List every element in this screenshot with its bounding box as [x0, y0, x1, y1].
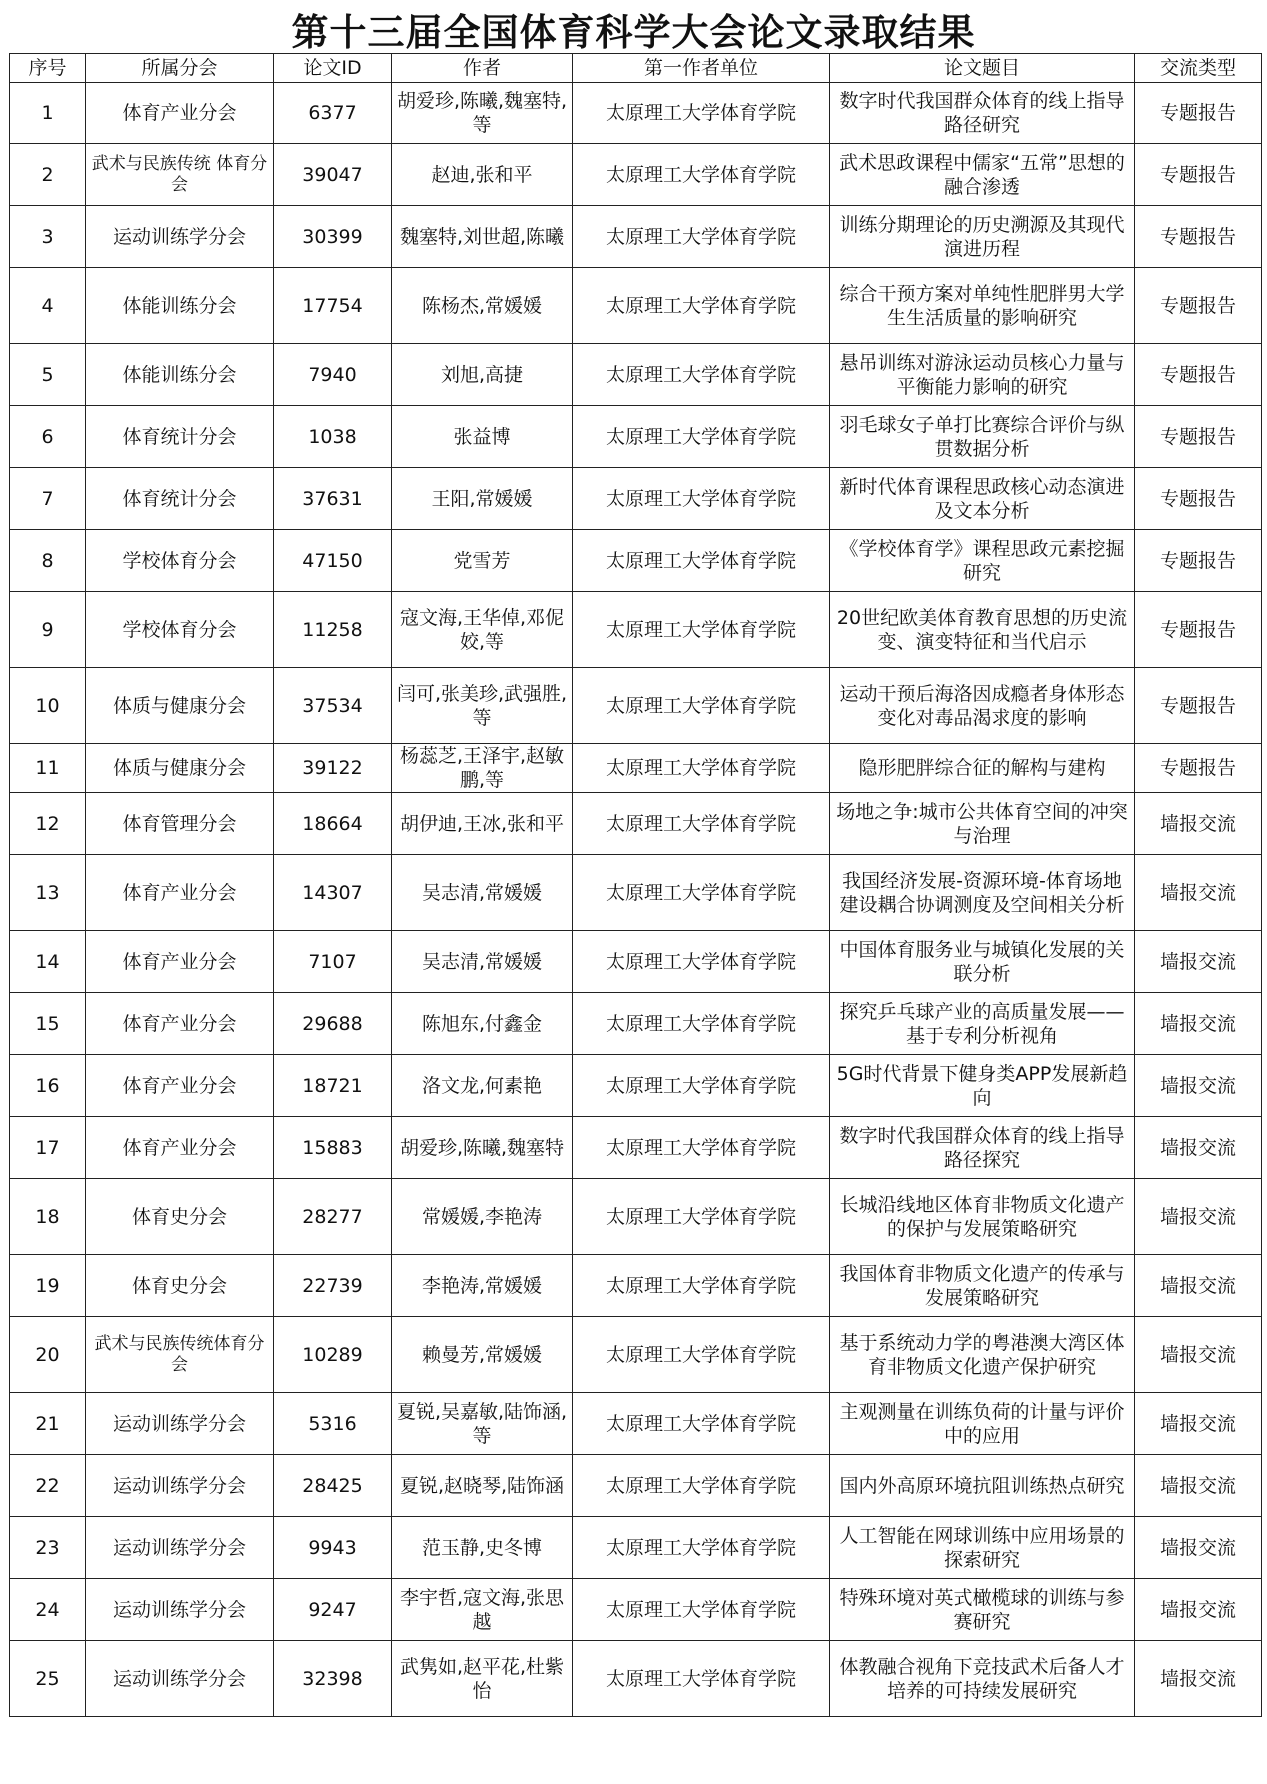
row-paper-id-cell: 14307 — [274, 855, 392, 931]
row-title-cell: 数字时代我国群众体育的线上指导路径研究 — [830, 83, 1135, 144]
row-branch-cell: 体能训练分会 — [86, 344, 274, 406]
row-authors-cell: 魏塞特,刘世超,陈曦 — [392, 206, 573, 268]
page-title: 第十三届全国体育科学大会论文录取结果 — [291, 11, 976, 54]
row-unit-cell: 太原理工大学体育学院 — [573, 1517, 830, 1579]
row-title-cell: 基于系统动力学的粤港澳大湾区体育非物质文化遗产保护研究 — [830, 1317, 1135, 1393]
row-authors-cell: 洛文龙,何素艳 — [392, 1055, 573, 1117]
row-no-cell: 8 — [10, 530, 86, 592]
row-authors-cell: 赖曼芳,常媛媛 — [392, 1317, 573, 1393]
row-no-cell: 13 — [10, 855, 86, 931]
row-branch-cell: 体育产业分会 — [86, 1117, 274, 1179]
row-title-cell: 场地之争:城市公共体育空间的冲突与治理 — [830, 793, 1135, 855]
row-type-cell: 墙报交流 — [1135, 1255, 1262, 1317]
row-title-cell: 我国经济发展-资源环境-体育场地建设耦合协调测度及空间相关分析 — [830, 855, 1135, 931]
row-paper-id-cell: 29688 — [274, 993, 392, 1055]
row-authors-cell: 刘旭,高捷 — [392, 344, 573, 406]
row-authors-cell: 闫可,张美珍,武强胜,等 — [392, 668, 573, 744]
row-branch-cell: 体育产业分会 — [86, 993, 274, 1055]
table-row — [10, 1579, 1262, 1641]
row-type-cell: 墙报交流 — [1135, 1393, 1262, 1455]
row-title-cell: 数字时代我国群众体育的线上指导路径探究 — [830, 1117, 1135, 1179]
row-branch-cell: 体质与健康分会 — [86, 668, 274, 744]
row-unit-cell: 太原理工大学体育学院 — [573, 793, 830, 855]
row-title-cell: 综合干预方案对单纯性肥胖男大学生生活质量的影响研究 — [830, 268, 1135, 344]
row-unit-cell: 太原理工大学体育学院 — [573, 530, 830, 592]
row-no-cell: 11 — [10, 744, 86, 793]
row-unit-cell: 太原理工大学体育学院 — [573, 83, 830, 144]
row-branch-cell: 武术与民族传统体育分会 — [86, 1317, 274, 1393]
row-authors-cell: 杨蕊芝,王泽宇,赵敏鹏,等 — [392, 744, 573, 793]
row-branch-cell: 武术与民族传统 体育分会 — [86, 144, 274, 206]
row-type-cell: 专题报告 — [1135, 206, 1262, 268]
row-branch-cell: 运动训练学分会 — [86, 1455, 274, 1517]
row-no-cell: 23 — [10, 1517, 86, 1579]
row-type-cell: 墙报交流 — [1135, 993, 1262, 1055]
row-type-cell: 专题报告 — [1135, 530, 1262, 592]
row-authors-cell: 陈旭东,付鑫金 — [392, 993, 573, 1055]
row-paper-id-cell: 17754 — [274, 268, 392, 344]
row-paper-id-cell: 6377 — [274, 83, 392, 144]
table-row — [10, 1393, 1262, 1455]
row-paper-id-cell: 28277 — [274, 1179, 392, 1255]
row-type-cell: 专题报告 — [1135, 268, 1262, 344]
row-type-cell: 专题报告 — [1135, 468, 1262, 530]
row-unit-cell: 太原理工大学体育学院 — [573, 344, 830, 406]
row-no-cell: 19 — [10, 1255, 86, 1317]
row-unit-cell: 太原理工大学体育学院 — [573, 931, 830, 993]
row-unit-cell: 太原理工大学体育学院 — [573, 1255, 830, 1317]
row-unit-cell: 太原理工大学体育学院 — [573, 1393, 830, 1455]
table-row — [10, 83, 1262, 144]
row-type-cell: 墙报交流 — [1135, 1579, 1262, 1641]
row-type-cell: 专题报告 — [1135, 144, 1262, 206]
row-unit-cell: 太原理工大学体育学院 — [573, 592, 830, 668]
header-branch: 所属分会 — [86, 54, 274, 83]
table-row — [10, 1055, 1262, 1117]
row-unit-cell: 太原理工大学体育学院 — [573, 1117, 830, 1179]
table-row — [10, 1317, 1262, 1393]
row-paper-id-cell: 37534 — [274, 668, 392, 744]
row-unit-cell: 太原理工大学体育学院 — [573, 744, 830, 793]
row-branch-cell: 运动训练学分会 — [86, 1579, 274, 1641]
row-branch-cell: 体育产业分会 — [86, 931, 274, 993]
row-paper-id-cell: 1038 — [274, 406, 392, 468]
row-title-cell: 体教融合视角下竞技武术后备人才培养的可持续发展研究 — [830, 1641, 1135, 1717]
row-unit-cell: 太原理工大学体育学院 — [573, 993, 830, 1055]
row-title-cell: 长城沿线地区体育非物质文化遗产的保护与发展策略研究 — [830, 1179, 1135, 1255]
row-type-cell: 墙报交流 — [1135, 1317, 1262, 1393]
row-authors-cell: 常媛媛,李艳涛 — [392, 1179, 573, 1255]
row-no-cell: 25 — [10, 1641, 86, 1717]
header-title: 论文题目 — [830, 54, 1135, 83]
header-unit: 第一作者单位 — [573, 54, 830, 83]
row-type-cell: 专题报告 — [1135, 592, 1262, 668]
row-authors-cell: 吴志清,常媛媛 — [392, 855, 573, 931]
row-authors-cell: 范玉静,史冬博 — [392, 1517, 573, 1579]
row-title-cell: 特殊环境对英式橄榄球的训练与参赛研究 — [830, 1579, 1135, 1641]
row-type-cell: 墙报交流 — [1135, 1455, 1262, 1517]
row-branch-cell: 体育产业分会 — [86, 855, 274, 931]
row-authors-cell: 胡爱珍,陈曦,魏塞特,等 — [392, 83, 573, 144]
row-paper-id-cell: 10289 — [274, 1317, 392, 1393]
table-row — [10, 993, 1262, 1055]
row-unit-cell: 太原理工大学体育学院 — [573, 855, 830, 931]
row-no-cell: 21 — [10, 1393, 86, 1455]
row-branch-cell: 体育统计分会 — [86, 468, 274, 530]
row-branch-cell: 体育产业分会 — [86, 83, 274, 144]
row-authors-cell: 吴志清,常媛媛 — [392, 931, 573, 993]
row-branch-cell: 学校体育分会 — [86, 530, 274, 592]
table-row — [10, 468, 1262, 530]
row-title-cell: 人工智能在网球训练中应用场景的探索研究 — [830, 1517, 1135, 1579]
row-no-cell: 7 — [10, 468, 86, 530]
row-authors-cell: 胡爱珍,陈曦,魏塞特 — [392, 1117, 573, 1179]
row-unit-cell: 太原理工大学体育学院 — [573, 1179, 830, 1255]
row-type-cell: 墙报交流 — [1135, 1179, 1262, 1255]
table-body — [10, 83, 1262, 1717]
row-authors-cell: 夏锐,赵晓琴,陆饰涵 — [392, 1455, 573, 1517]
row-title-cell: 隐形肥胖综合征的解构与建构 — [830, 744, 1135, 793]
table-row — [10, 931, 1262, 993]
row-no-cell: 1 — [10, 83, 86, 144]
row-no-cell: 12 — [10, 793, 86, 855]
row-type-cell: 墙报交流 — [1135, 793, 1262, 855]
table-row — [10, 406, 1262, 468]
row-title-cell: 中国体育服务业与城镇化发展的关联分析 — [830, 931, 1135, 993]
row-paper-id-cell: 47150 — [274, 530, 392, 592]
row-type-cell: 墙报交流 — [1135, 1517, 1262, 1579]
row-unit-cell: 太原理工大学体育学院 — [573, 1455, 830, 1517]
row-title-cell: 武术思政课程中儒家“五常”思想的融合渗透 — [830, 144, 1135, 206]
row-unit-cell: 太原理工大学体育学院 — [573, 406, 830, 468]
row-unit-cell: 太原理工大学体育学院 — [573, 1579, 830, 1641]
row-branch-cell: 运动训练学分会 — [86, 1517, 274, 1579]
row-type-cell: 专题报告 — [1135, 344, 1262, 406]
row-no-cell: 18 — [10, 1179, 86, 1255]
row-authors-cell: 党雪芳 — [392, 530, 573, 592]
table-row — [10, 592, 1262, 668]
row-type-cell: 专题报告 — [1135, 744, 1262, 793]
row-authors-cell: 胡伊迪,王冰,张和平 — [392, 793, 573, 855]
table-header-row — [10, 54, 1262, 83]
row-type-cell: 墙报交流 — [1135, 855, 1262, 931]
row-no-cell: 4 — [10, 268, 86, 344]
row-no-cell: 17 — [10, 1117, 86, 1179]
row-paper-id-cell: 32398 — [274, 1641, 392, 1717]
row-type-cell: 墙报交流 — [1135, 931, 1262, 993]
row-paper-id-cell: 22739 — [274, 1255, 392, 1317]
row-no-cell: 9 — [10, 592, 86, 668]
table-row — [10, 1641, 1262, 1717]
row-no-cell: 24 — [10, 1579, 86, 1641]
row-title-cell: 5G时代背景下健身类APP发展新趋向 — [830, 1055, 1135, 1117]
row-type-cell: 专题报告 — [1135, 406, 1262, 468]
row-title-cell: 20世纪欧美体育教育思想的历史流变、演变特征和当代启示 — [830, 592, 1135, 668]
row-title-cell: 主观测量在训练负荷的计量与评价中的应用 — [830, 1393, 1135, 1455]
row-paper-id-cell: 37631 — [274, 468, 392, 530]
row-unit-cell: 太原理工大学体育学院 — [573, 1317, 830, 1393]
row-authors-cell: 夏锐,吴嘉敏,陆饰涵,等 — [392, 1393, 573, 1455]
table-row — [10, 268, 1262, 344]
row-unit-cell: 太原理工大学体育学院 — [573, 144, 830, 206]
row-authors-cell: 陈杨杰,常媛媛 — [392, 268, 573, 344]
table-row — [10, 1117, 1262, 1179]
table-row — [10, 206, 1262, 268]
row-paper-id-cell: 7107 — [274, 931, 392, 993]
row-no-cell: 15 — [10, 993, 86, 1055]
header-paper-id: 论文ID — [274, 54, 392, 83]
row-paper-id-cell: 9247 — [274, 1579, 392, 1641]
row-authors-cell: 寇文海,王华倬,邓伲姣,等 — [392, 592, 573, 668]
row-no-cell: 5 — [10, 344, 86, 406]
row-paper-id-cell: 39047 — [274, 144, 392, 206]
row-branch-cell: 体育统计分会 — [86, 406, 274, 468]
row-no-cell: 20 — [10, 1317, 86, 1393]
table-row — [10, 668, 1262, 744]
row-unit-cell: 太原理工大学体育学院 — [573, 468, 830, 530]
row-no-cell: 6 — [10, 406, 86, 468]
row-authors-cell: 李宇哲,寇文海,张思越 — [392, 1579, 573, 1641]
row-branch-cell: 运动训练学分会 — [86, 1393, 274, 1455]
row-title-cell: 羽毛球女子单打比赛综合评价与纵贯数据分析 — [830, 406, 1135, 468]
row-authors-cell: 李艳涛,常媛媛 — [392, 1255, 573, 1317]
row-no-cell: 3 — [10, 206, 86, 268]
row-paper-id-cell: 18664 — [274, 793, 392, 855]
row-type-cell: 专题报告 — [1135, 83, 1262, 144]
row-paper-id-cell: 9943 — [274, 1517, 392, 1579]
row-no-cell: 16 — [10, 1055, 86, 1117]
row-title-cell: 悬吊训练对游泳运动员核心力量与平衡能力影响的研究 — [830, 344, 1135, 406]
row-title-cell: 运动干预后海洛因成瘾者身体形态变化对毒品渴求度的影响 — [830, 668, 1135, 744]
table-row — [10, 1179, 1262, 1255]
header-type: 交流类型 — [1135, 54, 1262, 83]
row-type-cell: 墙报交流 — [1135, 1641, 1262, 1717]
row-title-cell: 探究乒乓球产业的高质量发展——基于专利分析视角 — [830, 993, 1135, 1055]
row-branch-cell: 体育史分会 — [86, 1255, 274, 1317]
row-authors-cell: 王阳,常媛媛 — [392, 468, 573, 530]
row-branch-cell: 体能训练分会 — [86, 268, 274, 344]
row-paper-id-cell: 5316 — [274, 1393, 392, 1455]
table-row — [10, 855, 1262, 931]
row-paper-id-cell: 39122 — [274, 744, 392, 793]
row-authors-cell: 武隽如,赵平花,杜紫怡 — [392, 1641, 573, 1717]
row-title-cell: 我国体育非物质文化遗产的传承与发展策略研究 — [830, 1255, 1135, 1317]
row-paper-id-cell: 11258 — [274, 592, 392, 668]
row-title-cell: 训练分期理论的历史溯源及其现代演进历程 — [830, 206, 1135, 268]
row-no-cell: 14 — [10, 931, 86, 993]
row-type-cell: 墙报交流 — [1135, 1117, 1262, 1179]
row-title-cell: 《学校体育学》课程思政元素挖掘研究 — [830, 530, 1135, 592]
table-row — [10, 1255, 1262, 1317]
row-branch-cell: 体育管理分会 — [86, 793, 274, 855]
row-type-cell: 专题报告 — [1135, 668, 1262, 744]
results-table — [9, 53, 1262, 1717]
row-paper-id-cell: 7940 — [274, 344, 392, 406]
row-unit-cell: 太原理工大学体育学院 — [573, 668, 830, 744]
table-row — [10, 744, 1262, 793]
row-branch-cell: 体育史分会 — [86, 1179, 274, 1255]
table-row — [10, 1517, 1262, 1579]
row-unit-cell: 太原理工大学体育学院 — [573, 1055, 830, 1117]
row-authors-cell: 赵迪,张和平 — [392, 144, 573, 206]
row-no-cell: 10 — [10, 668, 86, 744]
table-row — [10, 344, 1262, 406]
row-authors-cell: 张益博 — [392, 406, 573, 468]
table-row — [10, 793, 1262, 855]
row-branch-cell: 运动训练学分会 — [86, 1641, 274, 1717]
row-paper-id-cell: 30399 — [274, 206, 392, 268]
row-branch-cell: 学校体育分会 — [86, 592, 274, 668]
row-paper-id-cell: 18721 — [274, 1055, 392, 1117]
row-no-cell: 22 — [10, 1455, 86, 1517]
row-paper-id-cell: 28425 — [274, 1455, 392, 1517]
header-authors: 作者 — [392, 54, 573, 83]
table-row — [10, 1455, 1262, 1517]
row-branch-cell: 体育产业分会 — [86, 1055, 274, 1117]
row-paper-id-cell: 15883 — [274, 1117, 392, 1179]
row-unit-cell: 太原理工大学体育学院 — [573, 1641, 830, 1717]
row-title-cell: 新时代体育课程思政核心动态演进及文本分析 — [830, 468, 1135, 530]
row-title-cell: 国内外高原环境抗阻训练热点研究 — [830, 1455, 1135, 1517]
header-no: 序号 — [10, 54, 86, 83]
row-unit-cell: 太原理工大学体育学院 — [573, 206, 830, 268]
table-row — [10, 144, 1262, 206]
row-type-cell: 墙报交流 — [1135, 1055, 1262, 1117]
row-no-cell: 2 — [10, 144, 86, 206]
row-branch-cell: 运动训练学分会 — [86, 206, 274, 268]
row-unit-cell: 太原理工大学体育学院 — [573, 268, 830, 344]
row-branch-cell: 体质与健康分会 — [86, 744, 274, 793]
table-row — [10, 530, 1262, 592]
